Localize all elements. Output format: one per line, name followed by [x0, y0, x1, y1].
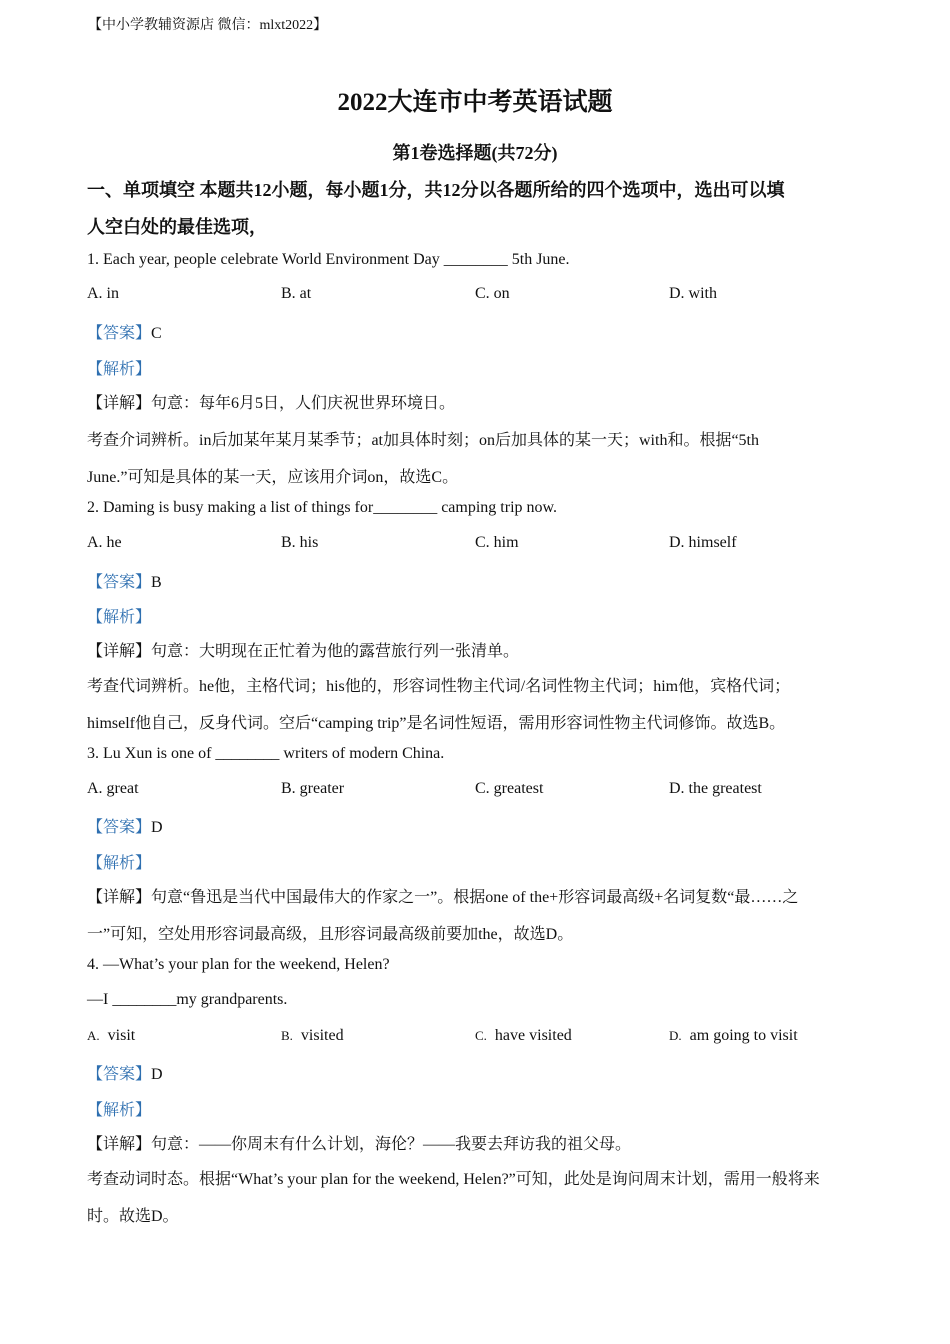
page-subtitle: 第1卷选择题(共72分) [392, 143, 558, 163]
question-3-detail-line-2: 一”可知，空处用形容词最高级，且形容词最高级前要加the，故选D。 [87, 926, 574, 943]
question-3-option-a: A. great [87, 780, 139, 797]
option-text: have visited [494, 1027, 572, 1044]
question-1-detail-line-2: 考查介词辨析。in后加某年某月某季节；at加具体时刻；on后加具体的某一天；with和。根据“5th [87, 432, 759, 449]
question-4-option-b [281, 1027, 344, 1045]
question-2-option-b: B. his [281, 534, 319, 551]
question-4-option-d [669, 1027, 798, 1045]
question-1-detail-line-1: 【详解】句意：每年6月5日，人们庆祝世界环境日。 [87, 395, 456, 412]
option-letter: D. [669, 1028, 682, 1043]
question-3-detail-line-1: 【详解】句意“鲁迅是当代中国最伟大的作家之一”。根据one of the+形容词最高级+名词复数“最……之 [87, 889, 799, 906]
question-2-answer [87, 569, 162, 592]
question-4-detail-line-2: 考查动词时态。根据“What’s your plan for the weekend, Helen?”可知，此处是询问周末计划，需用一般将来 [87, 1171, 820, 1188]
option-letter: C. [475, 1028, 487, 1043]
answer-value: D [151, 1066, 163, 1083]
answer-value: D [151, 819, 163, 836]
question-2-stem: 2. Daming is busy making a list of things for________ camping trip now. [87, 499, 558, 516]
answer-label: 【答案】 [87, 1066, 152, 1083]
question-4-stem-line-2: —I ________my grandparents. [87, 991, 288, 1008]
question-2-detail-line-2: 考查代词辨析。he他，主格代词；his他的，形容词性物主代词/名词性物主代词；him他，宾格代词； [87, 678, 791, 695]
answer-value: B [151, 574, 162, 591]
question-3-option-c: C. greatest [475, 780, 544, 797]
option-text: visited [300, 1027, 344, 1044]
question-1-option-a: A. in [87, 285, 119, 302]
question-2-option-c: C. him [475, 534, 519, 551]
page-title: 2022大连市中考英语试题 [337, 89, 613, 116]
section-instruction-line-1: 一、单项填空 本题共12小题，每小题1分，共12分以各题所给的四个选项中，选出可以填 [87, 180, 785, 200]
question-1-detail-line-3: June.”可知是具体的某一天，应该用介词on，故选C。 [87, 469, 459, 486]
question-3-stem: 3. Lu Xun is one of ________ writers of modern China. [87, 745, 445, 762]
option-letter: A. [87, 1028, 100, 1043]
section-instruction-line-2: 人空白处的最佳选项， [87, 217, 267, 237]
answer-label: 【答案】 [87, 574, 152, 591]
question-4-answer [87, 1061, 163, 1084]
question-2-option-a: A. he [87, 534, 122, 551]
question-2-detail-line-3: himself他自己，反身代词。空后“camping trip”是名词性短语，需用形容词性物主代词修饰。故选B。 [87, 715, 786, 732]
question-4-analysis-label: 【解析】 [87, 1102, 152, 1119]
question-1-option-b: B. at [281, 285, 312, 302]
question-1-stem: 1. Each year, people celebrate World Environment Day ________ 5th June. [87, 251, 570, 268]
question-4-option-a [87, 1027, 135, 1045]
answer-label: 【答案】 [87, 325, 152, 342]
question-2-detail-line-1: 【详解】句意：大明现在正忙着为他的露营旅行列一张清单。 [87, 643, 520, 660]
answer-value: C [151, 325, 162, 342]
option-text: visit [107, 1027, 136, 1044]
answer-label: 【答案】 [87, 819, 152, 836]
question-3-answer [87, 814, 163, 837]
question-4-stem-line-1: 4. —What’s your plan for the weekend, Helen? [87, 956, 390, 973]
question-3-analysis-label: 【解析】 [87, 855, 152, 872]
option-letter: B. [281, 1028, 293, 1043]
question-4-detail-line-1: 【详解】句意：——你周末有什么计划，海伦？——我要去拜访我的祖父母。 [87, 1136, 632, 1153]
question-3-option-d: D. the greatest [669, 780, 762, 797]
option-text: am going to visit [689, 1027, 798, 1044]
question-1-answer [87, 320, 162, 343]
question-1-analysis-label: 【解析】 [87, 361, 152, 378]
question-3-option-b: B. greater [281, 780, 345, 797]
question-2-analysis-label: 【解析】 [87, 609, 152, 626]
question-1-option-d: D. with [669, 285, 717, 302]
question-4-option-c [475, 1027, 572, 1045]
page-header: 【中小学教辅资源店 微信：mlxt2022】 [88, 18, 328, 33]
question-4-detail-line-3: 时。故选D。 [87, 1208, 179, 1225]
question-1-option-c: C. on [475, 285, 510, 302]
question-2-option-d: D. himself [669, 534, 737, 551]
